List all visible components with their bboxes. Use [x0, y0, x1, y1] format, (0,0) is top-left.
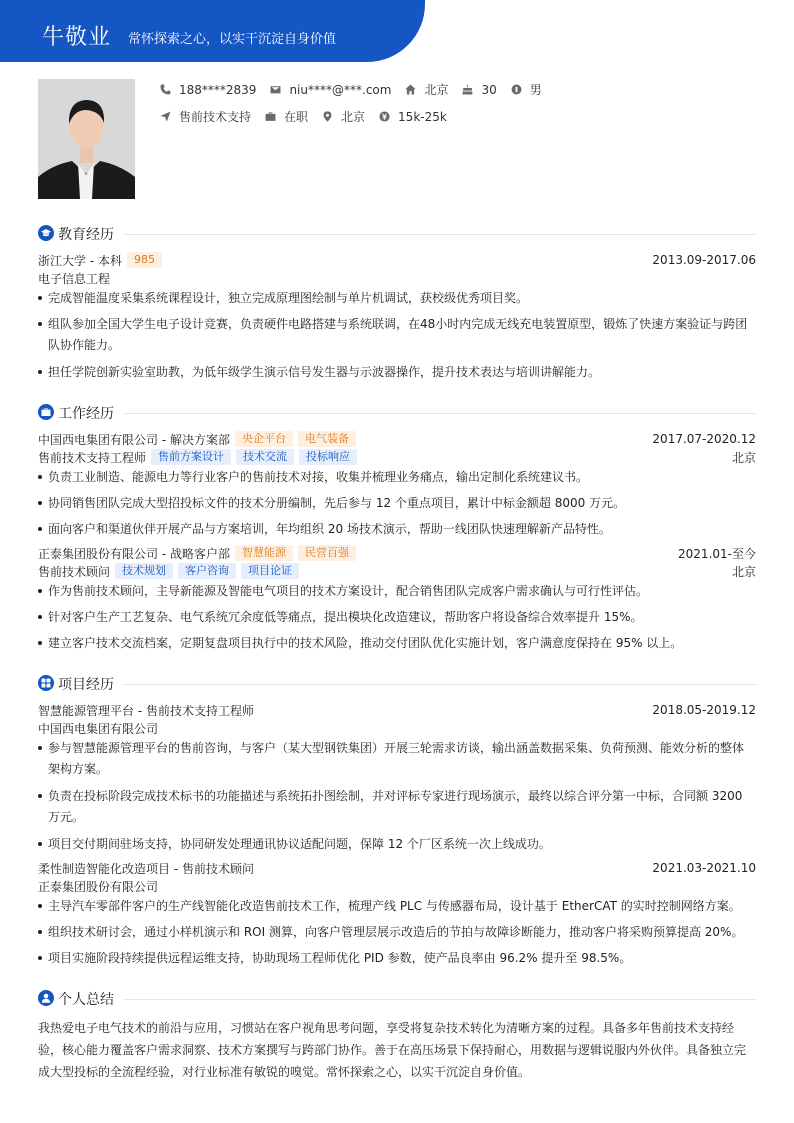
work-period: 2021.01-至今: [678, 546, 756, 561]
project-bullet: 负责在投标阶段完成技术标书的功能描述与系统拓扑图绘制，并对评标专家进行现场演示，最终以综合评分第一中标，合同额 3200 万元。: [38, 786, 756, 828]
hometown-value: 北京: [424, 83, 449, 97]
candidate-name: 牛敬业: [42, 25, 112, 50]
gender-item: [511, 81, 542, 98]
section-divider: [124, 413, 756, 414]
company-tag: 央企平台: [235, 431, 293, 447]
project-period: 2021.03-2021.10: [652, 861, 756, 875]
status-item: [265, 108, 308, 125]
education-header-row: [38, 251, 756, 269]
work-city: 北京: [731, 564, 756, 579]
send-icon: [160, 111, 171, 122]
section-education-header: [38, 223, 756, 243]
project-period: 2018.05-2019.12: [652, 703, 756, 717]
education-period: 2013.09-2017.06: [652, 253, 756, 267]
briefcase-icon: [265, 111, 276, 122]
work-period: 2017.07-2020.12: [652, 432, 756, 446]
work-title: 售前技术顾问: [38, 564, 111, 579]
age-item: [462, 83, 496, 97]
phone-number: 188****2839: [179, 82, 257, 97]
job-status: 在职: [284, 110, 309, 124]
section-title-education: 教育经历: [58, 227, 114, 243]
project-name: 柔性制造智能化改造项目 - 售前技术顾问: [38, 861, 254, 876]
work-city: 北京: [731, 450, 756, 465]
project-header-row: [38, 859, 756, 877]
gender-icon: [511, 84, 522, 95]
target-position-item: [160, 108, 251, 125]
profile-row-intent: [160, 108, 461, 125]
skill-tag: 投标响应: [299, 449, 357, 465]
education-bullet: 完成智能温度采集系统课程设计，独立完成原理图绘制与单片机调试，获校级优秀项目奖。: [38, 288, 756, 309]
skill-tag: 客户咨询: [178, 563, 236, 579]
company-tag: 电气装备: [298, 431, 356, 447]
project-bullet: 项目实施阶段持续提供远程运维支持，协助现场工程师优化 PID 参数，使产品良率由 96.2% 提升至 98.5%。: [38, 948, 756, 969]
email-address: niu****@***.com: [289, 82, 392, 97]
section-work-header: [38, 402, 756, 422]
section-title-work: 工作经历: [58, 406, 114, 422]
education-bullet: 组队参加全国大学生电子设计竞赛，负责硬件电路搭建与系统联调，在48小时内完成无线充电装置原型，锻炼了快速方案验证与跨团 队协作能力。: [38, 314, 756, 356]
age-value: 30: [481, 82, 497, 97]
school-name: 浙江大学 - 本科: [38, 253, 122, 268]
project-company-row: [38, 877, 756, 895]
project-company: 正泰集团股份有限公司: [38, 879, 159, 894]
work-title-row: [38, 448, 756, 466]
section-summary-header: [38, 988, 756, 1008]
work-bullet: 建立客户技术交流档案，定期复盘项目执行中的技术风险，推动交付团队优化实施计划，客户满意度保持在 95% 以上。: [38, 633, 756, 654]
company-tag: 民营百强: [298, 545, 356, 561]
skill-tag: 项目论证: [241, 563, 299, 579]
work-company: 正泰集团股份有限公司 - 战略客户部: [38, 546, 230, 561]
project-bullet: 项目交付期间驻场支持，协同研发处理通讯协议适配问题，保障 12 个厂区系统一次上线成功。: [38, 834, 756, 855]
section-divider: [124, 684, 756, 685]
project-company: 中国西电集团有限公司: [38, 721, 159, 736]
user-icon: [38, 990, 54, 1006]
work-company-row: [38, 430, 756, 448]
work-bullet: 负责工业制造、能源电力等行业客户的售前技术对接，收集并梳理业务痛点，输出定制化系统建议书。: [38, 467, 756, 488]
email-item: [270, 83, 391, 97]
mail-icon: [270, 84, 281, 95]
hometown-item: [405, 81, 448, 98]
project-bullet: 主导汽车零部件客户的生产线智能化改造售前技术工作，梳理产线 PLC 与传感器布局，设计基于 EtherCAT 的实时控制网络方案。: [38, 896, 756, 917]
work-bullet: 作为售前技术顾问，主导新能源及智能电气项目的技术方案设计，配合销售团队完成客户需求确认与可行性评估。: [38, 581, 756, 602]
work-bullet: 针对客户生产工艺复杂、电气系统冗余度低等痛点，提出模块化改造建议，帮助客户将设备综合效率提升 15%。: [38, 607, 756, 628]
gender-value: 男: [529, 83, 542, 97]
skill-tag: 技术交流: [236, 449, 294, 465]
cake-icon: [462, 84, 473, 95]
section-title-projects: 项目经历: [58, 677, 114, 693]
work-bullet: 面向客户和渠道伙伴开展产品与方案培训，年均组织 20 场技术演示，帮助一线团队快速理解新产品特性。: [38, 519, 756, 540]
candidate-slogan: 常怀探索之心，以实干沉淀自身价值: [128, 32, 337, 47]
work-title: 售前技术支持工程师: [38, 450, 147, 465]
work-title-row: [38, 562, 756, 580]
target-position: 售前技术支持: [179, 110, 252, 124]
home-icon: [405, 84, 416, 95]
location-icon: [322, 111, 333, 122]
work-company-row: [38, 544, 756, 562]
salary-item: [379, 110, 447, 124]
phone-item: [160, 83, 256, 97]
work-company: 中国西电集团有限公司 - 解决方案部: [38, 432, 230, 447]
education-major-row: [38, 269, 756, 287]
education-bullet: 担任学院创新实验室助教，为低年级学生演示信号发生器与示波器操作，提升技术表达与培训讲解能力。: [38, 362, 756, 383]
phone-icon: [160, 84, 171, 95]
briefcase-icon: [38, 404, 54, 420]
profile-photo: [38, 79, 135, 199]
target-city: 北京: [341, 110, 366, 124]
company-tag: 智慧能源: [235, 545, 293, 561]
skill-tag: 售前方案设计: [151, 449, 231, 465]
school-tag: 985: [127, 252, 162, 268]
section-divider: [124, 999, 756, 1000]
project-bullet: 组织技术研讨会，通过小样机演示和 ROI 测算，向客户管理层展示改造后的节拍与故障诊断能力，推动客户将采购预算提高 20%。: [38, 922, 756, 943]
summary-text: 我热爱电子电气技术的前沿与应用，习惯站在客户视角思考问题，享受将复杂技术转化为清晰方案的过程。具备多年售前技术支持经 验，核心能力覆盖客户需求洞察、技术方案撰写与跨部门协作。善于在高压场景下保持耐心，用数据与逻辑说服内外伙伴。具备独立完 成大型投标的全流程经验，对行业标准有敏锐的嗅觉。常怀探索之心，以实干沉淀自身价值。: [38, 1021, 747, 1079]
graduation-cap-icon: [38, 225, 54, 241]
section-projects-header: [38, 673, 756, 693]
project-company-row: [38, 719, 756, 737]
money-icon: [379, 111, 390, 122]
skill-tag: 技术规划: [115, 563, 173, 579]
profile-row-contact: [160, 81, 556, 98]
work-bullet: 协同销售团队完成大型招投标文件的技术分册编制，先后参与 12 个重点项目，累计中标金额超 8000 万元。: [38, 493, 756, 514]
section-divider: [124, 234, 756, 235]
major-name: 电子信息工程: [38, 271, 111, 286]
section-title-summary: 个人总结: [58, 992, 114, 1008]
project-bullet: 参与智慧能源管理平台的售前咨询，与客户（某大型钢铁集团）开展三轮需求访谈，输出涵盖数据采集、负荷预测、能效分析的整体 架构方案。: [38, 738, 756, 780]
salary-expectation: 15k-25k: [398, 109, 447, 124]
target-city-item: [322, 108, 365, 125]
grid-icon: [38, 675, 54, 691]
project-header-row: [38, 701, 756, 719]
project-name: 智慧能源管理平台 - 售前技术支持工程师: [38, 703, 254, 718]
